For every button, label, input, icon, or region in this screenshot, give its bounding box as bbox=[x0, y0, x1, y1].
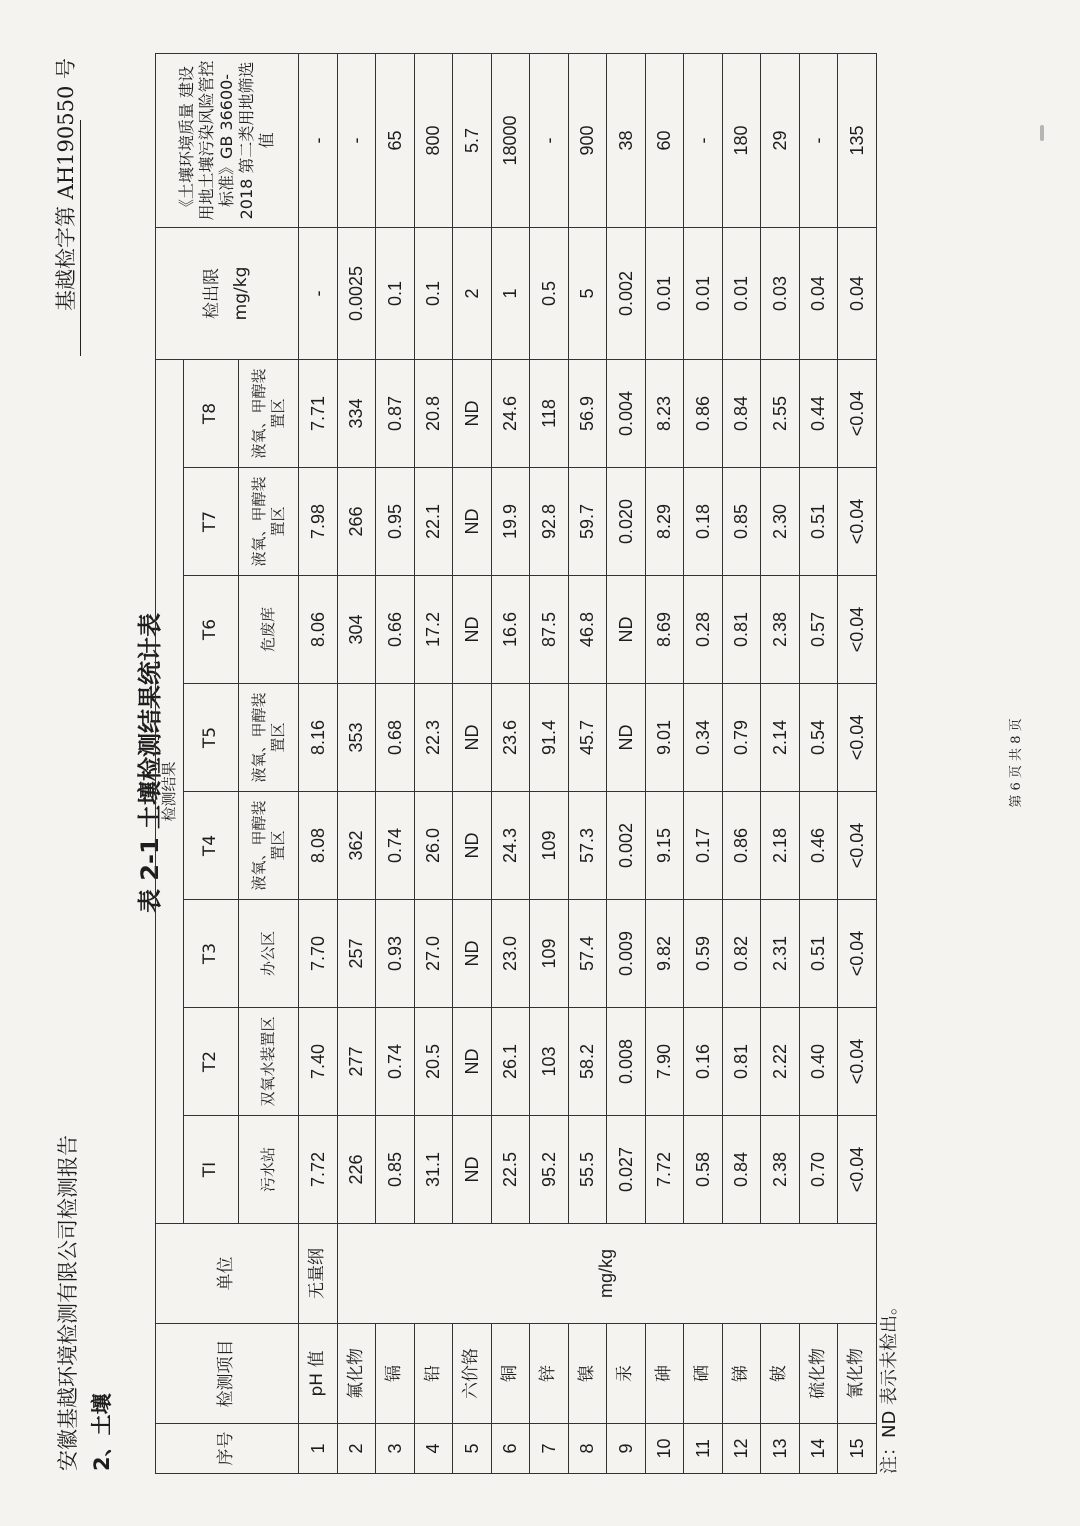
result-cell: 2.55 bbox=[761, 359, 800, 467]
result-cell: ND bbox=[453, 792, 492, 900]
site-location: 危废库 bbox=[239, 576, 299, 684]
result-cell: 0.40 bbox=[799, 1008, 838, 1116]
row-seq: 14 bbox=[799, 1424, 838, 1474]
result-cell: 20.8 bbox=[414, 359, 453, 467]
result-cell: 0.70 bbox=[799, 1116, 838, 1224]
result-cell: 45.7 bbox=[568, 684, 607, 792]
result-cell: 0.17 bbox=[684, 792, 723, 900]
result-cell: ND bbox=[453, 900, 492, 1008]
result-cell: 0.95 bbox=[376, 468, 415, 576]
signature-mark bbox=[1040, 125, 1044, 141]
row-item: 镉 bbox=[376, 1324, 415, 1424]
result-cell: 57.3 bbox=[568, 792, 607, 900]
site-id: T2 bbox=[184, 1008, 239, 1116]
footnote: 注：ND 表示未检出。 bbox=[879, 1296, 900, 1474]
result-cell: 103 bbox=[530, 1008, 569, 1116]
site-id: TI bbox=[184, 1116, 239, 1224]
result-cell: 0.66 bbox=[376, 576, 415, 684]
result-cell: 19.9 bbox=[491, 468, 530, 576]
result-cell: <0.04 bbox=[838, 1116, 877, 1224]
site-id: T7 bbox=[184, 468, 239, 576]
row-standard-value: 180 bbox=[722, 53, 761, 227]
result-cell: 0.004 bbox=[607, 359, 646, 467]
result-cell: 362 bbox=[337, 792, 376, 900]
result-cell: 27.0 bbox=[414, 900, 453, 1008]
result-cell: 334 bbox=[337, 359, 376, 467]
result-cell: 118 bbox=[530, 359, 569, 467]
row-item: 铍 bbox=[761, 1324, 800, 1424]
result-cell: 22.1 bbox=[414, 468, 453, 576]
result-cell: 55.5 bbox=[568, 1116, 607, 1224]
result-cell: 7.72 bbox=[645, 1116, 684, 1224]
col-detection-limit bbox=[156, 227, 299, 359]
result-cell: 109 bbox=[530, 900, 569, 1008]
result-cell: 0.16 bbox=[684, 1008, 723, 1116]
result-cell: 0.51 bbox=[799, 900, 838, 1008]
row-seq: 3 bbox=[376, 1424, 415, 1474]
result-cell: 0.85 bbox=[722, 468, 761, 576]
result-cell: ND bbox=[453, 684, 492, 792]
result-cell: <0.04 bbox=[838, 792, 877, 900]
result-cell: 24.6 bbox=[491, 359, 530, 467]
result-cell: 0.002 bbox=[607, 792, 646, 900]
row-detection-limit: 5 bbox=[568, 227, 607, 359]
site-location: 办公区 bbox=[239, 900, 299, 1008]
row-seq: 1 bbox=[299, 1424, 338, 1474]
result-cell: 0.28 bbox=[684, 576, 723, 684]
result-cell: 7.90 bbox=[645, 1008, 684, 1116]
result-cell: 22.5 bbox=[491, 1116, 530, 1224]
result-cell: 9.82 bbox=[645, 900, 684, 1008]
row-standard-value: - bbox=[337, 53, 376, 227]
row-standard-value: 900 bbox=[568, 53, 607, 227]
result-cell: 2.30 bbox=[761, 468, 800, 576]
result-cell: 56.9 bbox=[568, 359, 607, 467]
row-seq: 13 bbox=[761, 1424, 800, 1474]
result-cell: 0.009 bbox=[607, 900, 646, 1008]
site-id: T5 bbox=[184, 684, 239, 792]
row-item: 铜 bbox=[491, 1324, 530, 1424]
detection-limit-unit: mg/kg bbox=[231, 266, 251, 321]
result-cell: 24.3 bbox=[491, 792, 530, 900]
row-detection-limit: 0.5 bbox=[530, 227, 569, 359]
row-standard-value: 135 bbox=[838, 53, 877, 227]
result-cell: 0.58 bbox=[684, 1116, 723, 1224]
result-cell: 8.16 bbox=[299, 684, 338, 792]
page-number: 第 6 页 共 8 页 bbox=[1009, 718, 1024, 808]
result-cell: 2.14 bbox=[761, 684, 800, 792]
row-unit-mgkg: mg/kg bbox=[337, 1224, 876, 1324]
row-seq: 15 bbox=[838, 1424, 877, 1474]
result-cell: 2.22 bbox=[761, 1008, 800, 1116]
row-standard-value: - bbox=[299, 53, 338, 227]
result-cell: 0.027 bbox=[607, 1116, 646, 1224]
result-cell: 0.86 bbox=[722, 792, 761, 900]
result-cell: 92.8 bbox=[530, 468, 569, 576]
result-cell: 16.6 bbox=[491, 576, 530, 684]
site-location: 液氧、甲醇装置区 bbox=[239, 792, 299, 900]
result-cell: 0.46 bbox=[799, 792, 838, 900]
row-detection-limit: 0.002 bbox=[607, 227, 646, 359]
row-standard-value: 29 bbox=[761, 53, 800, 227]
row-standard-value: 18000 bbox=[491, 53, 530, 227]
result-cell: 0.84 bbox=[722, 359, 761, 467]
result-cell: ND bbox=[453, 468, 492, 576]
col-standard: 《土壤环境质量 建设用地土壤污染风险管控标准》GB 36600-2018 第二类用地筛选值 bbox=[156, 53, 299, 227]
result-cell: 20.5 bbox=[414, 1008, 453, 1116]
row-standard-value: 60 bbox=[645, 53, 684, 227]
row-detection-limit: 0.03 bbox=[761, 227, 800, 359]
site-id: T4 bbox=[184, 792, 239, 900]
result-cell: 8.08 bbox=[299, 792, 338, 900]
row-item: 氟化物 bbox=[337, 1324, 376, 1424]
result-cell: ND bbox=[453, 1116, 492, 1224]
row-seq: 9 bbox=[607, 1424, 646, 1474]
row-seq: 7 bbox=[530, 1424, 569, 1474]
row-item: 氰化物 bbox=[838, 1324, 877, 1424]
result-cell: 22.3 bbox=[414, 684, 453, 792]
row-item: pH 值 bbox=[299, 1324, 338, 1424]
result-cell: 0.020 bbox=[607, 468, 646, 576]
row-item: 镍 bbox=[568, 1324, 607, 1424]
result-cell: 2.38 bbox=[761, 1116, 800, 1224]
result-cell: 31.1 bbox=[414, 1116, 453, 1224]
result-cell: 109 bbox=[530, 792, 569, 900]
result-cell: 58.2 bbox=[568, 1008, 607, 1116]
col-unit: 单位 bbox=[156, 1224, 299, 1324]
result-cell: 26.1 bbox=[491, 1008, 530, 1116]
header-row-1 bbox=[156, 53, 184, 1473]
result-cell: 7.72 bbox=[299, 1116, 338, 1224]
result-cell: 0.54 bbox=[799, 684, 838, 792]
row-unit-ph: 无量纲 bbox=[299, 1224, 338, 1324]
row-item: 硒 bbox=[684, 1324, 723, 1424]
col-seq: 序号 bbox=[156, 1424, 299, 1474]
row-standard-value: 5.7 bbox=[453, 53, 492, 227]
row-standard-value: 65 bbox=[376, 53, 415, 227]
result-cell: <0.04 bbox=[838, 1008, 877, 1116]
soil-results-table bbox=[155, 53, 877, 1474]
result-cell: 0.93 bbox=[376, 900, 415, 1008]
result-cell: 2.38 bbox=[761, 576, 800, 684]
result-cell: 9.01 bbox=[645, 684, 684, 792]
site-location: 污水站 bbox=[239, 1116, 299, 1224]
site-id: T3 bbox=[184, 900, 239, 1008]
section-heading: 2、土壤 bbox=[90, 1393, 114, 1471]
row-seq: 2 bbox=[337, 1424, 376, 1474]
row-seq: 10 bbox=[645, 1424, 684, 1474]
site-location: 液氧、甲醇装置区 bbox=[239, 468, 299, 576]
row-seq: 8 bbox=[568, 1424, 607, 1474]
result-cell: 0.81 bbox=[722, 576, 761, 684]
result-cell: <0.04 bbox=[838, 576, 877, 684]
result-cell: <0.04 bbox=[838, 359, 877, 467]
result-cell: 0.86 bbox=[684, 359, 723, 467]
table-row bbox=[299, 53, 338, 1473]
result-cell: ND bbox=[453, 576, 492, 684]
result-cell: ND bbox=[607, 684, 646, 792]
row-detection-limit: 0.1 bbox=[414, 227, 453, 359]
row-item: 硫化物 bbox=[799, 1324, 838, 1424]
result-cell: 0.85 bbox=[376, 1116, 415, 1224]
row-detection-limit: 0.01 bbox=[722, 227, 761, 359]
row-detection-limit: - bbox=[299, 227, 338, 359]
result-cell: 2.31 bbox=[761, 900, 800, 1008]
result-cell: 0.51 bbox=[799, 468, 838, 576]
row-detection-limit: 1 bbox=[491, 227, 530, 359]
result-cell: 7.70 bbox=[299, 900, 338, 1008]
row-seq: 11 bbox=[684, 1424, 723, 1474]
site-location: 双氧水装置区 bbox=[239, 1008, 299, 1116]
result-cell: 9.15 bbox=[645, 792, 684, 900]
result-cell: 0.74 bbox=[376, 792, 415, 900]
row-detection-limit: 0.04 bbox=[838, 227, 877, 359]
result-cell: 17.2 bbox=[414, 576, 453, 684]
result-cell: 0.59 bbox=[684, 900, 723, 1008]
row-item: 砷 bbox=[645, 1324, 684, 1424]
result-cell: <0.04 bbox=[838, 684, 877, 792]
detection-limit-label: 检出限 bbox=[201, 267, 222, 319]
result-cell: 257 bbox=[337, 900, 376, 1008]
result-cell: 7.71 bbox=[299, 359, 338, 467]
result-cell: 57.4 bbox=[568, 900, 607, 1008]
table-title: 表 2-1 土壤检测结果统计表 bbox=[136, 612, 164, 914]
row-standard-value: - bbox=[799, 53, 838, 227]
row-detection-limit: 0.1 bbox=[376, 227, 415, 359]
result-cell: 0.18 bbox=[684, 468, 723, 576]
row-seq: 4 bbox=[414, 1424, 453, 1474]
site-location: 液氧、甲醇装置区 bbox=[239, 684, 299, 792]
col-item: 检测项目 bbox=[156, 1324, 299, 1424]
result-cell: 0.008 bbox=[607, 1008, 646, 1116]
result-cell: 0.81 bbox=[722, 1008, 761, 1116]
row-detection-limit: 0.0025 bbox=[337, 227, 376, 359]
company-report-header: 安徽基越环境检测有限公司检测报告 bbox=[56, 1135, 80, 1471]
row-detection-limit: 2 bbox=[453, 227, 492, 359]
row-item: 六价铬 bbox=[453, 1324, 492, 1424]
result-cell: 0.74 bbox=[376, 1008, 415, 1116]
result-cell: 0.68 bbox=[376, 684, 415, 792]
result-cell: ND bbox=[607, 576, 646, 684]
result-cell: 7.40 bbox=[299, 1008, 338, 1116]
result-cell: <0.04 bbox=[838, 468, 877, 576]
row-standard-value: - bbox=[530, 53, 569, 227]
row-seq: 5 bbox=[453, 1424, 492, 1474]
result-cell: 23.6 bbox=[491, 684, 530, 792]
row-seq: 12 bbox=[722, 1424, 761, 1474]
result-cell: 2.18 bbox=[761, 792, 800, 900]
result-cell: 26.0 bbox=[414, 792, 453, 900]
result-cell: 277 bbox=[337, 1008, 376, 1116]
row-seq: 6 bbox=[491, 1424, 530, 1474]
row-detection-limit: 0.01 bbox=[684, 227, 723, 359]
result-cell: 91.4 bbox=[530, 684, 569, 792]
result-cell: 8.29 bbox=[645, 468, 684, 576]
row-item: 汞 bbox=[607, 1324, 646, 1424]
result-cell: 304 bbox=[337, 576, 376, 684]
result-cell: 266 bbox=[337, 468, 376, 576]
result-cell: ND bbox=[453, 1008, 492, 1116]
result-cell: 0.87 bbox=[376, 359, 415, 467]
result-cell: 95.2 bbox=[530, 1116, 569, 1224]
result-cell: 23.0 bbox=[491, 900, 530, 1008]
header-rule bbox=[80, 120, 81, 356]
row-standard-value: 38 bbox=[607, 53, 646, 227]
site-location: 液氧、甲醇装置区 bbox=[239, 359, 299, 467]
result-cell: 0.82 bbox=[722, 900, 761, 1008]
result-cell: 0.79 bbox=[722, 684, 761, 792]
row-standard-value: 800 bbox=[414, 53, 453, 227]
row-standard-value: - bbox=[684, 53, 723, 227]
table-row bbox=[337, 53, 376, 1473]
row-item: 锑 bbox=[722, 1324, 761, 1424]
result-cell: 46.8 bbox=[568, 576, 607, 684]
col-results: 检测结果 bbox=[156, 359, 184, 1223]
result-cell: 0.44 bbox=[799, 359, 838, 467]
result-cell: 7.98 bbox=[299, 468, 338, 576]
result-cell: 353 bbox=[337, 684, 376, 792]
site-id: T8 bbox=[184, 359, 239, 467]
result-cell: 8.06 bbox=[299, 576, 338, 684]
row-detection-limit: 0.01 bbox=[645, 227, 684, 359]
report-number: 基越检字第 AH190550 号 bbox=[54, 58, 78, 311]
result-cell: 0.57 bbox=[799, 576, 838, 684]
result-cell: 8.23 bbox=[645, 359, 684, 467]
result-cell: 0.84 bbox=[722, 1116, 761, 1224]
result-cell: 226 bbox=[337, 1116, 376, 1224]
result-cell: 59.7 bbox=[568, 468, 607, 576]
site-id: T6 bbox=[184, 576, 239, 684]
row-item: 锌 bbox=[530, 1324, 569, 1424]
result-cell: 87.5 bbox=[530, 576, 569, 684]
result-cell: 0.34 bbox=[684, 684, 723, 792]
row-detection-limit: 0.04 bbox=[799, 227, 838, 359]
result-cell: 8.69 bbox=[645, 576, 684, 684]
row-item: 铅 bbox=[414, 1324, 453, 1424]
result-cell: ND bbox=[453, 359, 492, 467]
result-cell: <0.04 bbox=[838, 900, 877, 1008]
